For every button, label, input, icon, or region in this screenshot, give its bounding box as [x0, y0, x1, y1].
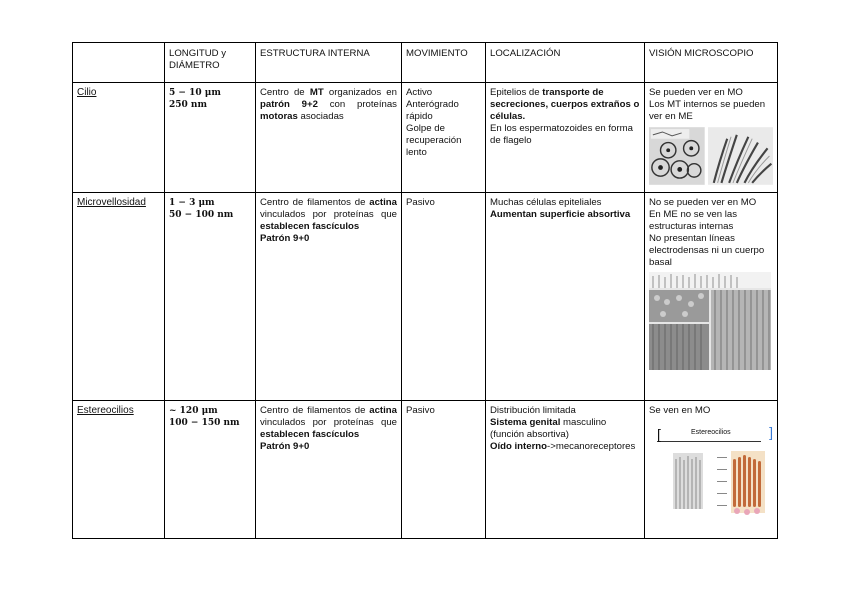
header-movimiento: MOVIMIENTO	[402, 43, 486, 83]
row-name: Cilio	[77, 87, 97, 98]
microvilli-micrograph-image	[649, 272, 771, 370]
estructura-cell: Centro de filamentos de actina vinculados por proteínas que establecen fascículos Patrón 9+0	[256, 193, 402, 401]
diameter: 250 nm	[169, 100, 207, 110]
row-cilio	[73, 83, 778, 193]
header-estructura: ESTRUCTURA INTERNA	[256, 43, 402, 83]
vision-cell: Se ven en MO [ Estereocilios ]	[645, 401, 778, 539]
localizacion-cell: Muchas células epiteliales Aumentan superficie absortiva	[486, 193, 645, 401]
header-localizacion: LOCALIZACIÓN	[486, 43, 645, 83]
figure-label-bar: [ Estereocilios ]	[657, 424, 773, 442]
vision-cell: Se pueden ver en MO Los MT internos se pueden ver en ME	[645, 83, 778, 193]
movimiento-cell: Pasivo	[402, 193, 486, 401]
header-empty	[73, 43, 165, 83]
length: ~ 120 μm	[169, 406, 218, 416]
localizacion-cell: Distribución limitada Sistema genital masculino (función absortiva) Oído interno->mecanoreceptores	[486, 401, 645, 539]
row-estereocilios	[73, 401, 778, 539]
diameter: 50 − 100 nm	[169, 210, 234, 220]
row-microvellosidad	[73, 193, 778, 401]
cilia-micrograph-image	[649, 126, 705, 186]
localizacion-cell: Epitelios de transporte de secreciones, cuerpos extraños o células. En los espermatozoides en forma de flagelo	[486, 83, 645, 193]
row-name: Estereocilios	[77, 405, 134, 416]
stereocilia-diagram-image	[717, 447, 767, 517]
length: 1 − 3 μm	[169, 198, 215, 208]
header-vision: VISIÓN MICROSCOPIO	[645, 43, 778, 83]
figure-label: Estereocilios	[691, 429, 731, 436]
movimiento-cell: Activo Anterógrado rápido Golpe de recuperación lento	[402, 83, 486, 193]
header-row	[73, 43, 778, 83]
header-longitud: LONGITUD y DIÁMETRO	[165, 43, 256, 83]
comparison-table	[72, 42, 778, 539]
movimiento-cell: Pasivo	[402, 401, 486, 539]
estructura-cell: Centro de MT organizados en patrón 9+2 con proteínas motoras asociadas	[256, 83, 402, 193]
estructura-cell: Centro de filamentos de actina vinculados por proteínas que establecen fascículos Patrón 9+0	[256, 401, 402, 539]
stereocilia-micrograph-image	[673, 453, 703, 509]
diameter: 100 − 150 nm	[169, 418, 240, 428]
row-name: Microvellosidad	[77, 197, 146, 208]
cilia-sem-image	[708, 126, 773, 186]
vision-cell: No se pueden ver en MO En ME no se ven las estructuras internas No presentan líneas electrodensas ni un cuerpo basal	[645, 193, 778, 401]
length: 5 − 10 μm	[169, 88, 221, 98]
